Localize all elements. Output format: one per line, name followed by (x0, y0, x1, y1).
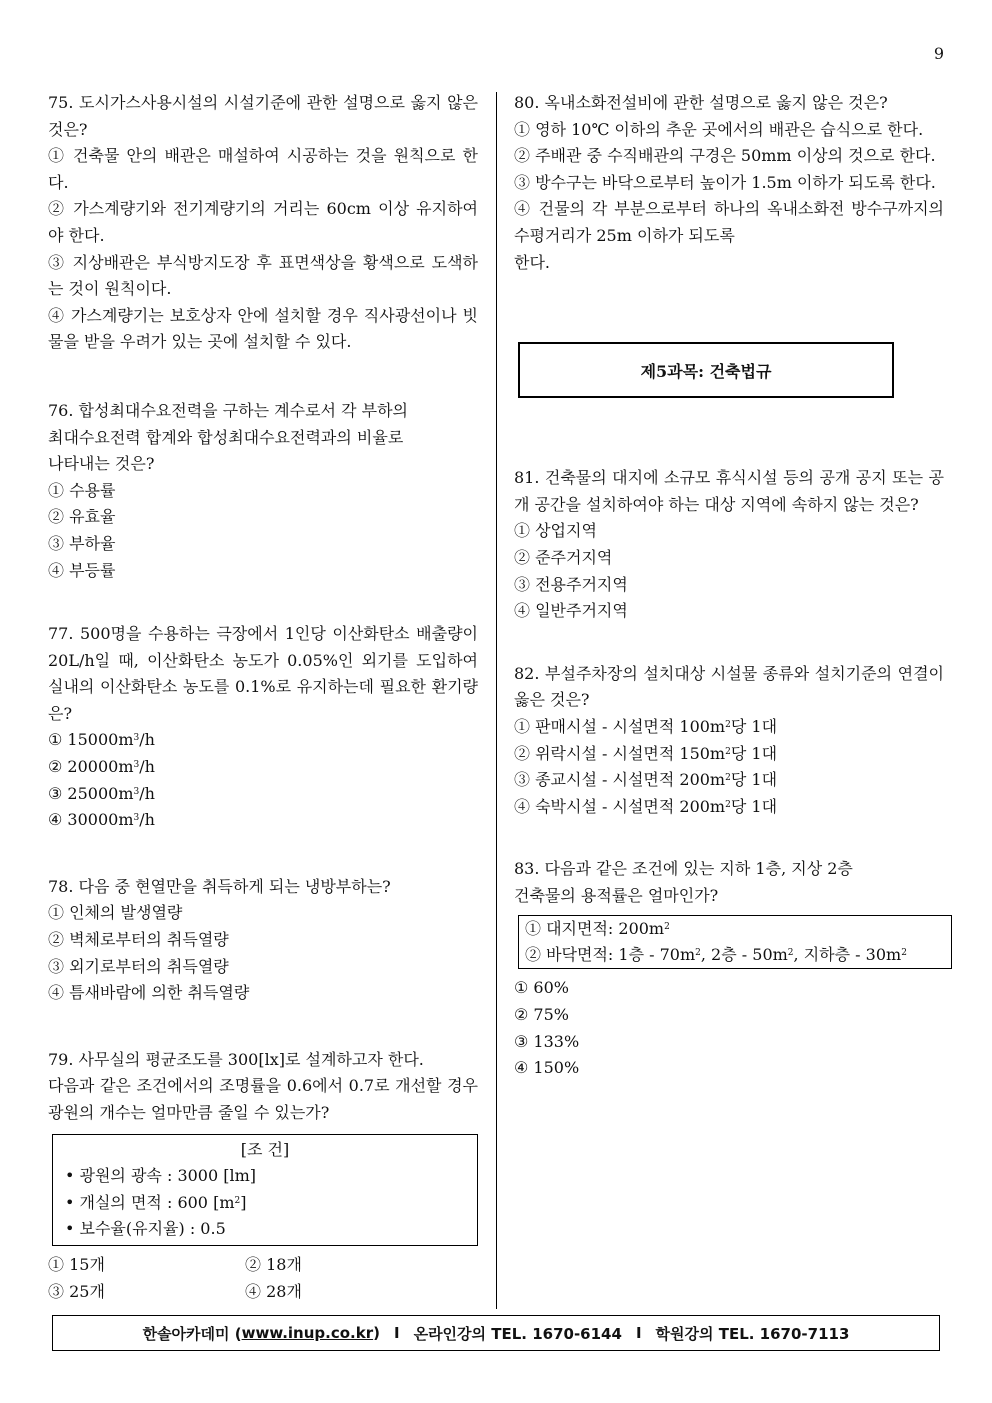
condition-title: [조 건] (240, 1139, 290, 1159)
option: ③ 133% (514, 1031, 580, 1051)
question-stem-line: 최대수요전력 합계와 합성최대수요전력과의 비율로 (48, 427, 404, 447)
question-stem: 75. 도시가스사용시설의 시설기준에 관한 설명으로 옳지 않은 것은? (48, 93, 478, 139)
footer-separator: I (393, 1324, 400, 1342)
condition-box (52, 1134, 478, 1246)
option: ① 수용률 (48, 480, 116, 500)
footer-academy-name-end: ) (373, 1324, 380, 1342)
option: ④ 가스계량기는 보호상자 안에 설치할 경우 직사광선이나 빗물을 받을 우려가 있는 곳에 설치할 수 있다. (48, 305, 478, 352)
question-77 (48, 621, 478, 834)
footer-box (52, 1315, 940, 1351)
option: ① 상업지역 (514, 521, 597, 541)
question-stem-line: 다음과 같은 조건에서의 조명률을 0.6에서 0.7로 개선할 경우 광원의 개수는 얼마만큼 줄일 수 있는가? (48, 1076, 478, 1122)
option: ④ 일반주거지역 (514, 601, 628, 621)
condition-item: ① 대지면적: $200m^2$ (525, 919, 670, 939)
option: ④ 틈새바람에 의한 취득열량 (48, 983, 250, 1003)
option: ③ 종교시설 - 시설면적 $200m^2$당 1대 (514, 770, 778, 790)
option: ② 18개 (245, 1254, 302, 1274)
question-stem-line: 79. 사무실의 평균조도를 300[lx]로 설계하고자 한다. (48, 1049, 424, 1069)
option: ① 60% (514, 978, 569, 998)
option: ① 인체의 발생열량 (48, 903, 183, 923)
option: ④ 건물의 각 부분으로부터 하나의 옥내소화전 방수구까지의 수평거리가 25m 이하가 되도록 (514, 199, 944, 245)
question-stem-line: 83. 다음과 같은 조건에 있는 지하 1층, 지상 2층 (514, 859, 853, 879)
question-stem: 80. 옥내소화전설비에 관한 설명으로 옳지 않은 것은? (514, 93, 888, 112)
option: ④ 숙박시설 - 시설면적 $200m^2$당 1대 (514, 796, 778, 816)
option: ① 건축물 안의 배관은 매설하여 시공하는 것을 원칙으로 한다. (48, 146, 478, 192)
condition-item: • 개실의 면적 : 600 $[m^2]$ (65, 1192, 247, 1212)
option: ③ 지상배관은 부식방지도장 후 표면색상을 황색으로 도색하는 것이 원칙이다. (48, 252, 478, 299)
option: ② 주배관 중 수직배관의 구경은 50mm 이상의 것으로 한다. (514, 146, 936, 166)
option: ③ 방수구는 바닥으로부터 높이가 1.5m 이하가 되도록 한다. (514, 172, 936, 192)
option: ③ 25개 (48, 1281, 105, 1301)
footer-separator: I (635, 1324, 642, 1342)
right-column (514, 90, 944, 1082)
option: ② 75% (514, 1005, 569, 1025)
question-82 (514, 661, 944, 821)
footer-online-phone: 온라인강의 TEL. 1670-6144 (413, 1324, 622, 1343)
option: ① $15000m^3/h$ (48, 730, 155, 750)
page-number: 9 (933, 44, 944, 63)
option: ② 가스계량기와 전기계량기의 거리는 60cm 이상 유지하여야 한다. (48, 199, 478, 245)
option: ③ 전용주거지역 (514, 574, 628, 594)
column-divider (496, 92, 497, 1309)
question-stem-line: 나타내는 것은? (48, 454, 155, 474)
options-grid (48, 1252, 478, 1305)
question-stem: 81. 건축물의 대지에 소규모 휴식시설 등의 공개 공지 또는 공개 공간을 설치하여야 하는 대상 지역에 속하지 않는 것은? (514, 468, 944, 514)
question-76 (48, 398, 478, 584)
question-75 (48, 90, 478, 356)
question-80 (514, 90, 944, 276)
option: ② 위락시설 - 시설면적 $150m^2$당 1대 (514, 743, 778, 763)
condition-item: • 보수율(유지율) : 0.5 (65, 1219, 226, 1239)
option: ② 준주거지역 (514, 547, 613, 567)
left-column (48, 90, 478, 1305)
option: ① 영하 10℃ 이하의 추운 곳에서의 배관은 습식으로 한다. (514, 119, 924, 139)
condition-item: • 광원의 광속 : 3000 [lm] (65, 1166, 257, 1186)
option: ④ $30000m^3/h$ (48, 810, 155, 830)
option: ② $20000m^3/h$ (48, 757, 155, 777)
question-stem: 77. 500명을 수용하는 극장에서 1인당 이산화탄소 배출량이 20L/h일 때, 이산화탄소 농도가 0.05%인 외기를 도입하여 실내의 이산화탄소 농도를 0.1%로 유지하는데 필요한 환기량은? (48, 624, 478, 723)
question-83 (514, 856, 944, 1082)
option: ① 판매시설 - 시설면적 $100m^2$당 1대 (514, 716, 778, 736)
option: ④ 28개 (245, 1281, 302, 1301)
footer-academy-name: 한솔아카데미 ( (142, 1324, 242, 1343)
option: ③ 외기로부터의 취득열량 (48, 956, 229, 976)
question-stem: 82. 부설주차장의 설치대상 시설물 종류와 설치기준의 연결이 옳은 것은? (514, 663, 944, 710)
option: ② 벽체로부터의 취득열량 (48, 930, 229, 950)
footer-website-link[interactable]: www.inup.co.kr (241, 1324, 374, 1342)
question-79 (48, 1047, 478, 1305)
section-title-box (518, 342, 894, 398)
option-continuation: 한다. (514, 252, 550, 272)
section-title: 제5과목: 건축법규 (640, 361, 772, 381)
option: ④ 150% (514, 1058, 580, 1078)
question-78 (48, 874, 478, 1007)
option: ③ $25000m^3/h$ (48, 783, 155, 803)
question-81 (514, 465, 944, 625)
condition-box (518, 915, 952, 969)
question-stem-line: 건축물의 용적률은 얼마인가? (514, 885, 719, 905)
question-stem-line: 76. 합성최대수요전력을 구하는 계수로서 각 부하의 (48, 400, 408, 420)
footer-academy-phone: 학원강의 TEL. 1670-7113 (655, 1324, 850, 1343)
option: ④ 부등률 (48, 560, 116, 580)
question-stem: 78. 다음 중 현열만을 취득하게 되는 냉방부하는? (48, 876, 391, 896)
option: ② 유효율 (48, 507, 116, 527)
option: ① 15개 (48, 1254, 105, 1274)
option: ③ 부하율 (48, 533, 116, 553)
condition-item: ② 바닥면적: 1층 - $70m^2$, 2층 - $50m^2$, 지하층 - $30m^2$ (525, 945, 907, 965)
